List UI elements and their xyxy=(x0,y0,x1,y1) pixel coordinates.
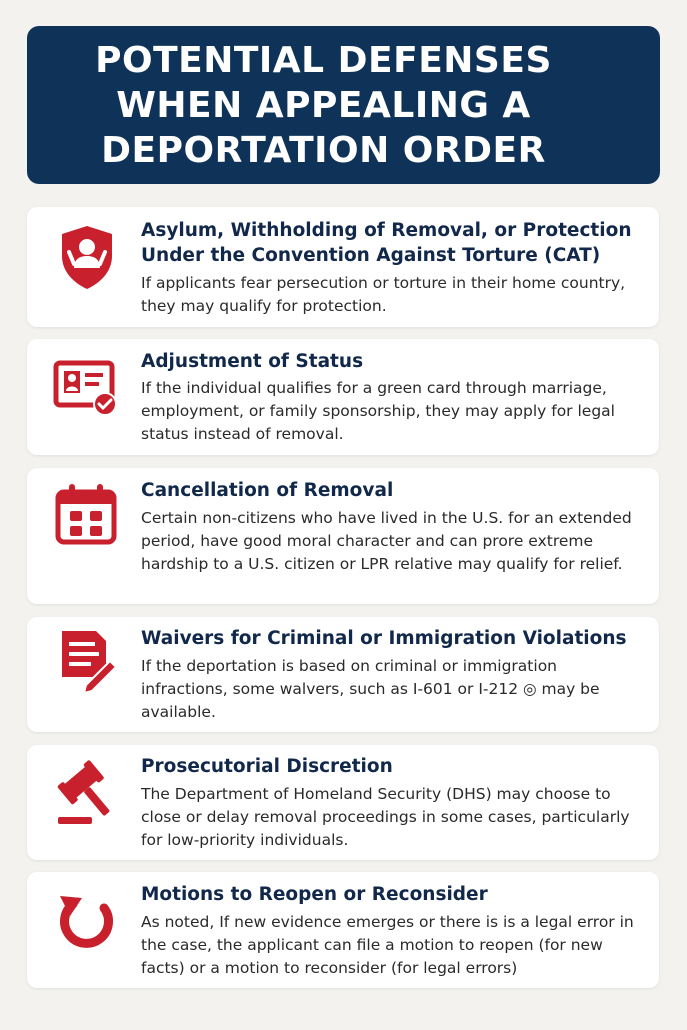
circular-arrow-icon xyxy=(52,886,122,956)
header-banner xyxy=(27,26,660,184)
defense-card-cancellation xyxy=(27,468,659,604)
id-card-check-icon xyxy=(52,351,122,421)
defense-title: Cancellation of Removal xyxy=(141,480,394,501)
defense-card-asylum xyxy=(27,207,659,327)
gavel-icon xyxy=(52,759,122,829)
defense-card-adjustment xyxy=(27,339,659,455)
defense-card-waivers xyxy=(27,617,659,732)
defense-description: If applicants fear persecution or torture in their home country, they may qualify for protection. xyxy=(141,274,626,315)
defense-title: Motions to Reopen or Reconsider xyxy=(141,884,488,905)
shield-person-icon xyxy=(52,222,122,292)
defense-description: If the individual qualifies for a green card through marriage, employment, or family sponsorship, they may apply for legal status instead of removal. xyxy=(141,379,615,443)
defense-description: The Department of Homeland Security (DHS) may choose to close or delay removal proceedings in some cases, particularly for low-priority individuals. xyxy=(141,785,630,849)
document-pen-icon xyxy=(52,627,122,697)
defense-title: Asylum, Withholding of Removal, or Protection Under the Convention Against Torture (CAT) xyxy=(141,220,632,266)
defense-title: Adjustment of Status xyxy=(141,351,364,372)
defense-description: If the deportation is based on criminal or immigration infractions, some walvers, such as I-601 or I-212 ◎ may be available. xyxy=(141,657,600,721)
defense-card-discretion xyxy=(27,745,659,860)
defense-description: Certain non-citizens who have lived in the U.S. for an extended period, have good moral character and can prore extreme hardship to a U.S. citizen or LPR relative may qualify for relief. xyxy=(141,509,632,573)
defense-title: Prosecutorial Discretion xyxy=(141,756,393,777)
page-title: POTENTIAL DEFENSES WHEN APPEALING A DEPORTATION ORDER xyxy=(95,39,552,171)
defense-title: Waivers for Criminal or Immigration Violations xyxy=(141,628,627,649)
calendar-icon xyxy=(52,480,122,550)
defense-card-motions xyxy=(27,872,659,988)
defense-description: As noted, If new evidence emerges or there is is a legal error in the case, the applicant can file a motion to reopen (for new facts) or a motion to reconsider (for legal errors) xyxy=(141,913,634,977)
